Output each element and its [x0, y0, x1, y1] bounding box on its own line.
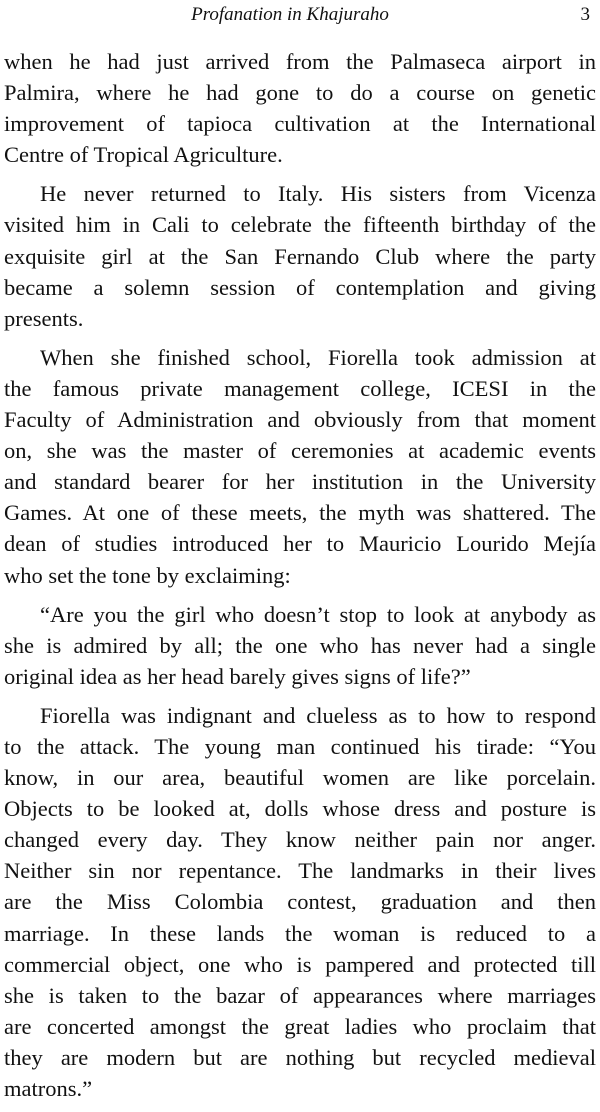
text-line: Fiorella was indignant and clueless as to how to respond [40, 702, 596, 728]
text-line: know, in our area, beautiful women are like porcelain. [4, 765, 596, 791]
text-line: “Are you the girl who doesn’t stop to look at anybody as [40, 601, 596, 627]
paragraph [4, 178, 596, 333]
text-line: matrons.” [4, 1076, 93, 1101]
text-line: the famous private management college, ICESI in the [4, 375, 596, 401]
text-line: and standard bearer for her institution in the University [4, 469, 596, 495]
paragraph [4, 700, 596, 1104]
text-line: became a solemn session of contemplation and giving [4, 274, 596, 300]
text-line: Neither sin nor repentance. The landmarks in their lives [4, 858, 596, 884]
running-title: Profanation in Khajuraho [191, 4, 389, 25]
text-line: they are modern but are nothing but recycled medieval [4, 1044, 596, 1070]
page-number: 3 [580, 4, 590, 25]
text-line: dean of studies introduced her to Mauricio Lourido Mejía [4, 531, 596, 557]
text-line: When she finished school, Fiorella took admission at [40, 344, 596, 370]
text-line: to the attack. The young man continued his tirade: “You [4, 733, 596, 759]
text-line: marriage. In these lands the woman is reduced to a [4, 920, 596, 946]
text-line: when he had just arrived from the Palmaseca airport in [4, 49, 596, 74]
paragraph [4, 342, 596, 591]
text-line: she is taken to the bazar of appearances where marriages [4, 982, 596, 1008]
text-line: she is admired by all; the one who has never had a single [4, 632, 596, 658]
text-line: He never returned to Italy. His sisters from Vicenza [40, 181, 596, 207]
text-line: Objects to be looked at, dolls whose dress and posture is [4, 796, 596, 822]
text-line: Games. At one of these meets, the myth was shattered. The [4, 500, 596, 526]
text-line: are concerted amongst the great ladies who proclaim that [4, 1013, 596, 1039]
text-line: changed every day. They know neither pain nor anger. [4, 827, 596, 853]
paragraph [4, 46, 596, 170]
text-line: commercial object, one who is pampered and protected till [4, 951, 596, 977]
body-text [4, 46, 596, 1112]
text-line: Centre of Tropical Agriculture. [4, 142, 283, 168]
text-line: original idea as her head barely gives signs of life?” [4, 663, 471, 689]
text-line: on, she was the master of ceremonies at academic events [4, 438, 596, 464]
text-line: Faculty of Administration and obviously from that moment [4, 407, 596, 433]
text-line: Palmira, where he had gone to do a course on genetic [4, 80, 596, 106]
text-line: who set the tone by exclaiming: [4, 562, 291, 588]
text-line: visited him in Cali to celebrate the fifteenth birthday of the [4, 212, 596, 238]
text-line: are the Miss Colombia contest, graduation and then [4, 889, 596, 915]
paragraph [4, 599, 596, 692]
text-line: presents. [4, 305, 84, 331]
running-header [0, 2, 600, 28]
text-line: improvement of tapioca cultivation at the International [4, 111, 596, 137]
text-line: exquisite girl at the San Fernando Club where the party [4, 243, 596, 269]
